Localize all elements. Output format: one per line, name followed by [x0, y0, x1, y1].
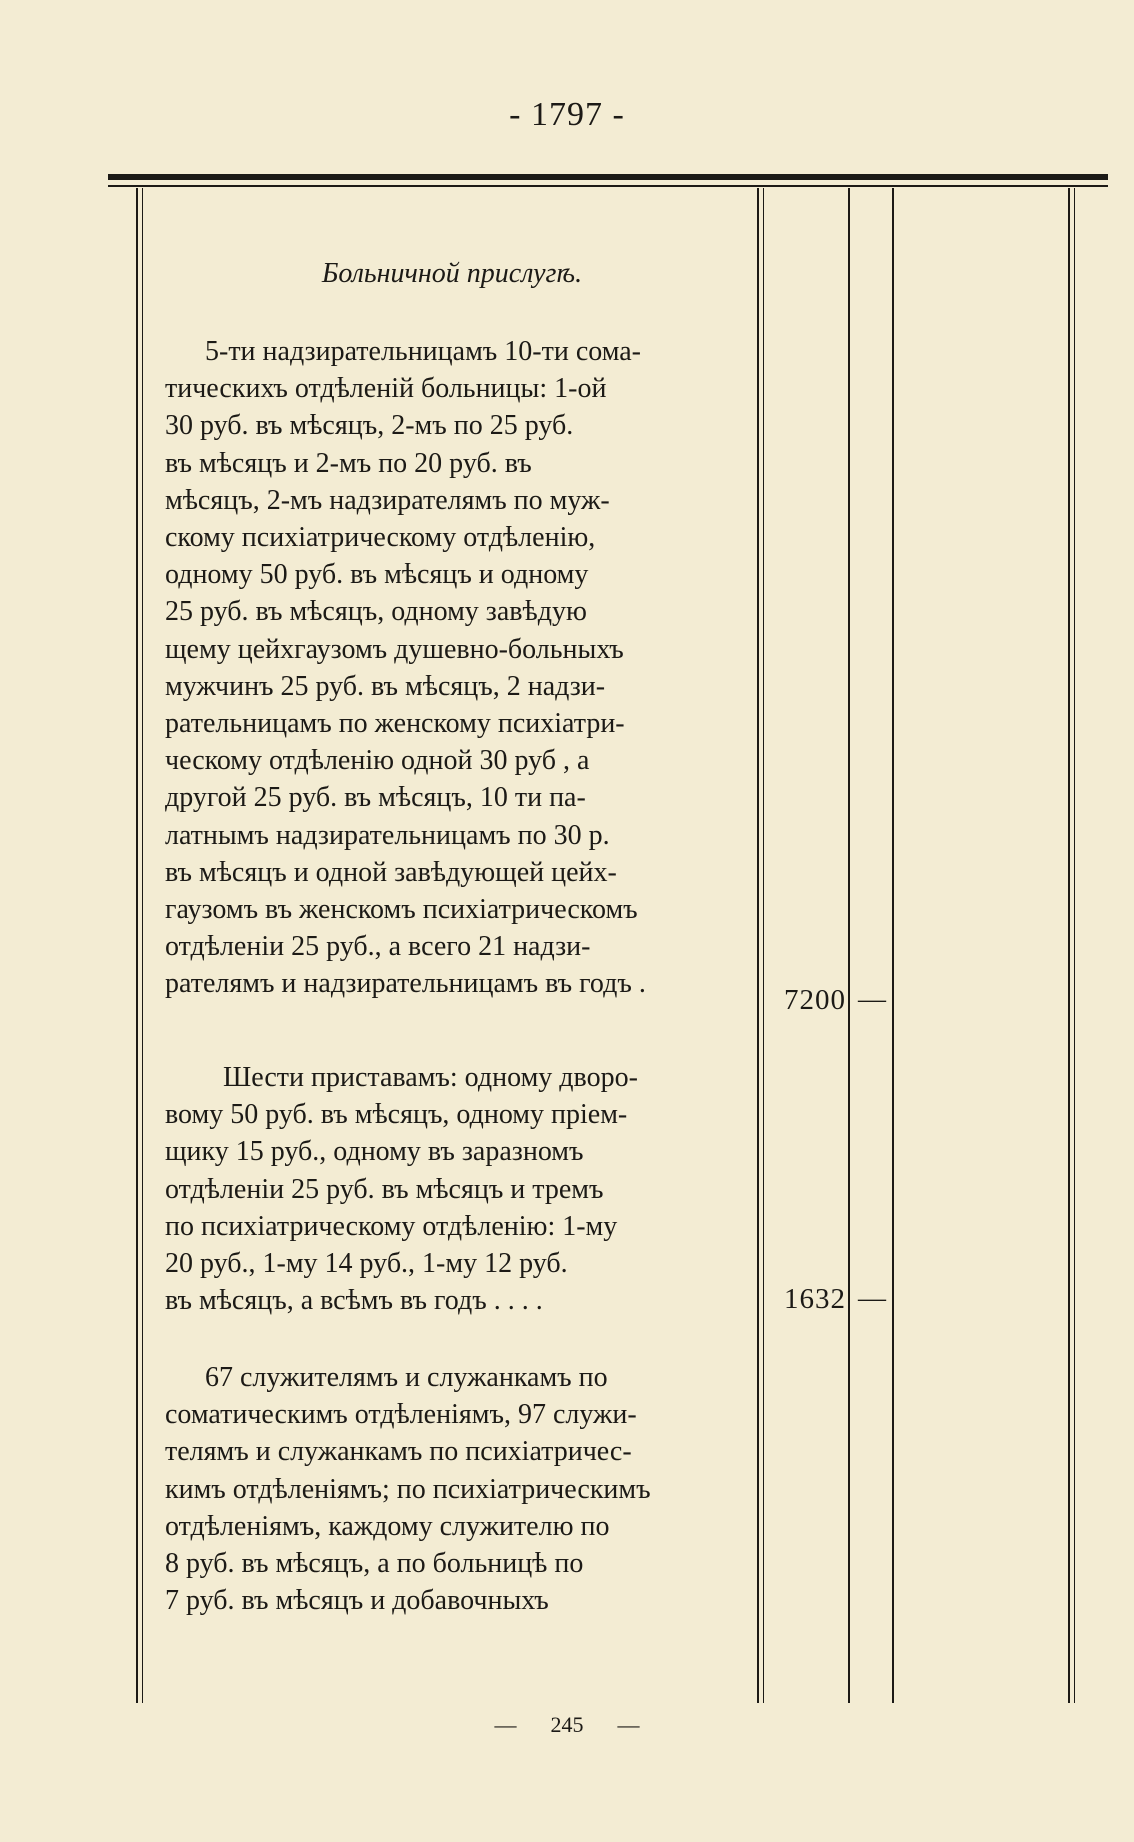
text-line: 25 руб. въ мѣсяцъ, одному завѣдую — [165, 596, 587, 628]
text-line: 5-ти надзирательницамъ 10-ти сома- — [205, 336, 641, 367]
text-line: ческому отдѣленію одной 30 руб , а — [165, 745, 590, 777]
text-line: 20 руб., 1-му 14 руб., 1-му 12 руб. — [165, 1248, 568, 1280]
text-line: мѣсяцъ, 2-мъ надзирателямъ по муж- — [165, 484, 610, 516]
text-line: вому 50 руб. въ мѣсяцъ, одному пріем- — [165, 1099, 628, 1131]
column-rule-left-outer — [136, 188, 138, 1703]
text-line: другой 25 руб. въ мѣсяцъ, 10 ти па- — [165, 782, 586, 814]
amount-rubles: 7200 — [784, 984, 846, 1016]
text-line: кимъ отдѣленіямъ; по психіатрическимъ — [165, 1473, 651, 1505]
text-line: щику 15 руб., одному въ заразномъ — [165, 1136, 584, 1168]
paragraph-attendants — [165, 1059, 739, 1319]
column-rule-left-inner — [142, 188, 143, 1703]
text-line: 30 руб. въ мѣсяцъ, 2-мъ по 25 руб. — [165, 410, 574, 442]
text-line: щему цейхгаузомъ душевно-больныхъ — [165, 633, 624, 665]
page-number-bottom — [0, 1712, 1134, 1738]
text-line: 67 служителямъ и служанкамъ по — [205, 1362, 608, 1393]
text-line: мужчинъ 25 руб. въ мѣсяцъ, 2 надзи- — [165, 670, 606, 702]
text-line: телямъ и служанкамъ по психіатричес- — [165, 1436, 632, 1468]
footer-dash-left: — — [494, 1712, 517, 1737]
text-line: въ мѣсяцъ и 2-мъ по 20 руб. въ — [165, 447, 532, 479]
text-line: 7 руб. въ мѣсяцъ и добавочныхъ — [165, 1585, 549, 1617]
column-rule-text-right-inner — [763, 188, 764, 1703]
page-number-top: - 1797 - — [509, 96, 625, 133]
text-line: тическихъ отдѣленій больницы: 1-ой — [165, 373, 607, 405]
column-rule-rubles — [848, 188, 850, 1703]
text-line: въ мѣсяцъ, а всѣмъ въ годъ . . . . — [165, 1285, 543, 1317]
text-line: отдѣленіямъ, каждому служителю по — [165, 1510, 610, 1542]
text-line: рательницамъ по женскому психіатри- — [165, 708, 625, 740]
header-rule-thick — [108, 174, 1108, 180]
column-rule-text-right — [757, 188, 759, 1703]
text-line: 8 руб. въ мѣсяцъ, а по больницѣ по — [165, 1548, 584, 1580]
text-line: латнымъ надзирательницамъ по 30 р. — [165, 819, 610, 851]
paragraph-servants — [165, 1359, 739, 1619]
text-line: Шести приставамъ: одному дворо- — [223, 1062, 638, 1093]
column-rule-kopeks — [892, 188, 894, 1703]
text-line: соматическимъ отдѣленіямъ, 97 служи- — [165, 1399, 637, 1431]
text-line: по психіатрическому отдѣленію: 1-му — [165, 1210, 618, 1242]
footer-dash-right: — — [617, 1712, 640, 1737]
text-line: скому психіатрическому отдѣленію, — [165, 522, 596, 554]
column-rule-right-outer — [1068, 188, 1070, 1703]
text-line: въ мѣсяцъ и одной завѣдующей цейх- — [165, 856, 617, 888]
amount-rubles: 1632 — [784, 1283, 846, 1315]
footer-page-number: 245 — [550, 1712, 584, 1737]
column-rule-right-inner — [1074, 188, 1075, 1703]
section-heading: Больничной прислугѣ. — [321, 258, 583, 289]
text-line: одному 50 руб. въ мѣсяцъ и одному — [165, 559, 589, 591]
text-line: отдѣленіи 25 руб. въ мѣсяцъ и тремъ — [165, 1173, 604, 1205]
amount-kopeks: — — [858, 1283, 886, 1314]
text-line: гаузомъ въ женскомъ психіатрическомъ — [165, 894, 638, 926]
text-line: отдѣленіи 25 руб., а всего 21 надзи- — [165, 931, 591, 963]
header-rule-thin — [108, 185, 1108, 187]
paragraph-supervisors — [165, 333, 739, 1003]
text-line: рателямъ и надзирательницамъ въ годъ . — [165, 968, 646, 1000]
amount-kopeks: — — [858, 984, 886, 1015]
